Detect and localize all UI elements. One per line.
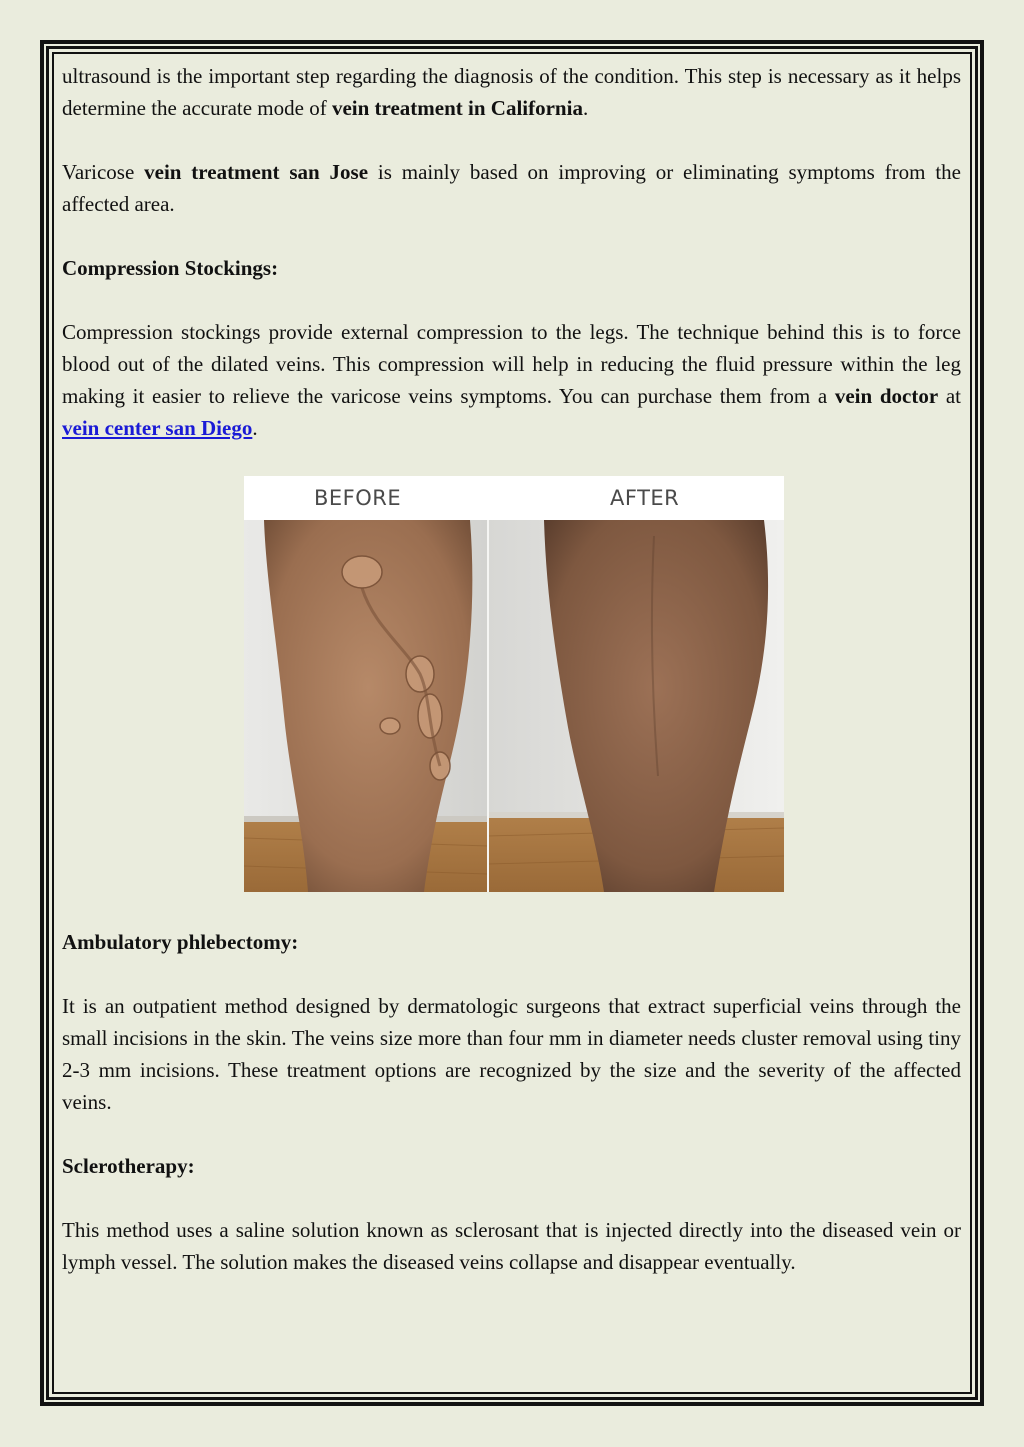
paragraph-ultrasound: ultrasound is the important step regarding the diagnosis of the condition. This step is necessary as it helps determine the accurate mode of vein treatment in California. bbox=[62, 64, 961, 120]
keyword-vein-treatment-california: vein treatment in California bbox=[331, 96, 583, 120]
paragraph-ambulatory: It is an outpatient method designed by dermatologic surgeons that extract superficial veins through the small incisions in the skin. The veins size more than four mm in diameter needs cluster removal using tiny 2-3 mm incisions. These treatment options are recognized by the size and the severity of the affected veins. bbox=[62, 994, 961, 1114]
document-body-lower bbox=[62, 926, 961, 1278]
legs-photo-illustration bbox=[244, 476, 784, 892]
after-label: AFTER bbox=[610, 486, 680, 510]
document-body bbox=[62, 60, 961, 444]
before-label: BEFORE bbox=[314, 486, 402, 510]
paragraph-varicose: Varicose vein treatment san Jose is mainly based on improving or eliminating symptoms from the affected area. bbox=[62, 160, 961, 216]
before-after-photo bbox=[244, 476, 784, 892]
heading-sclerotherapy: Sclerotherapy: bbox=[62, 1154, 195, 1178]
vein-center-san-diego-link[interactable]: vein center san Diego bbox=[62, 416, 253, 440]
heading-compression-stockings: Compression Stockings: bbox=[62, 256, 279, 280]
heading-ambulatory-phlebectomy: Ambulatory phlebectomy: bbox=[62, 930, 299, 954]
paragraph-sclerotherapy: This method uses a saline solution known as sclerosant that is injected directly into the diseased vein or lymph vessel. The solution makes the diseased veins collapse and disappear eventually. bbox=[62, 1218, 961, 1274]
keyword-vein-doctor: vein doctor bbox=[834, 384, 939, 408]
keyword-vein-treatment-san-jose: vein treatment san Jose bbox=[144, 160, 369, 184]
paragraph-compression: Compression stockings provide external compression to the legs. The technique behind this is to force blood out of the dilated veins. This compression will help in reducing the fluid pressure within the leg making it easier to relieve the varicose veins symptoms. You can purchase them from a vein doctor at vein center san Diego. bbox=[62, 320, 962, 440]
